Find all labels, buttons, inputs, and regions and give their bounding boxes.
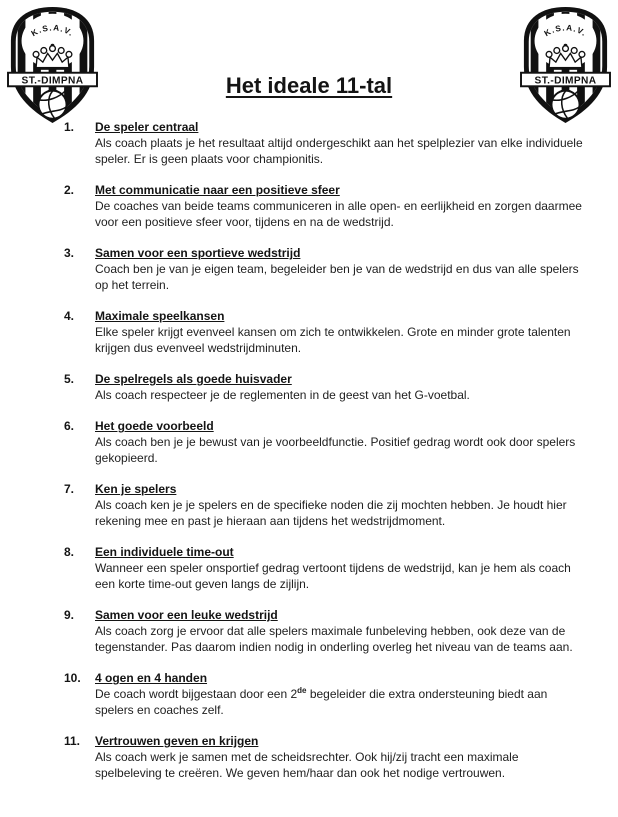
item-number: 7. — [64, 482, 75, 496]
item-content — [95, 418, 588, 466]
item-content — [95, 670, 588, 718]
item-heading: Het goede voorbeeld — [95, 419, 214, 433]
item-number: 5. — [64, 372, 75, 386]
item-body-text: De coaches van beide teams communiceren in alle open- en eerlijkheid en zorgen daarmee voor een positieve sfeer voor, tijdens en na de wedstrijd. — [95, 199, 582, 229]
item-body-text: Als coach ben je je bewust van je voorbeeldfunctie. Positief gedrag wordt ook door spelers gekopieerd. — [95, 435, 576, 465]
item-body — [95, 434, 588, 466]
item-content — [95, 371, 588, 403]
item-body-text: Elke speler krijgt evenveel kansen om zich te ontwikkelen. Grote en minder grote talenten krijgen dus evenveel wedstrijdminuten. — [95, 325, 571, 355]
item-body-text: Als coach werk je samen met de scheidsrechter. Ook hij/zij tracht een maximale spelbeleving te creëren. We geven hem/haar dan ook het nodige vertrouwen. — [95, 750, 519, 780]
page-title: Het ideale 11-tal — [225, 73, 393, 98]
item-heading: Vertrouwen geven en krijgen — [95, 734, 259, 748]
item-number: 11. — [64, 734, 81, 748]
item-body-text: Als coach respecteer je de reglementen in de geest van het G-voetbal. — [95, 388, 470, 402]
item-body — [95, 387, 588, 403]
item-body-text: Wanneer een speler onsportief gedrag vertoont tijdens de wedstrijd, kan je hem als coach een korte time-out geven langs de zijlijn. — [95, 561, 571, 591]
item-heading: Samen voor een leuke wedstrijd — [95, 608, 278, 622]
item-number: 3. — [64, 246, 75, 260]
item-number: 10. — [64, 671, 81, 685]
item-body-text: Coach ben je van je eigen team, begeleider ben je van de wedstrijd en dus van alle spelers op het terrein. — [95, 262, 579, 292]
list-item — [64, 544, 588, 592]
item-body — [95, 198, 588, 230]
item-number: 9. — [64, 608, 75, 622]
list-item — [64, 670, 588, 718]
item-body — [95, 560, 588, 592]
list-item — [64, 418, 588, 466]
item-body — [95, 497, 588, 529]
item-body-text: Als coach ken je je spelers en de specifieke noden die zij mochten hebben. Je houdt hier rekening mee en past je hieraan aan tijdens het wedstrijdmoment. — [95, 498, 567, 528]
item-content — [95, 308, 588, 356]
list-item — [64, 308, 588, 356]
item-heading: Maximale speelkansen — [95, 309, 225, 323]
item-content — [95, 182, 588, 230]
item-number: 6. — [64, 419, 75, 433]
list-item — [64, 733, 588, 781]
item-number: 1. — [64, 120, 75, 134]
item-content — [95, 119, 588, 167]
item-body-superscript: de — [297, 686, 307, 695]
item-heading: Een individuele time-out — [95, 545, 234, 559]
item-body — [95, 135, 588, 167]
item-body — [95, 324, 588, 356]
list-item — [64, 119, 588, 167]
rules-list — [64, 119, 588, 796]
item-heading: De spelregels als goede huisvader — [95, 372, 292, 386]
item-content — [95, 544, 588, 592]
item-number: 8. — [64, 545, 75, 559]
item-heading: Met communicatie naar een positieve sfeer — [95, 183, 340, 197]
list-item — [64, 607, 588, 655]
item-heading: Samen voor een sportieve wedstrijd — [95, 246, 301, 260]
club-logo-left — [4, 6, 101, 124]
item-body — [95, 749, 588, 781]
item-content — [95, 733, 588, 781]
item-body — [95, 686, 588, 718]
club-logo-right — [517, 6, 614, 124]
list-item — [64, 371, 588, 403]
list-item — [64, 481, 588, 529]
item-number: 4. — [64, 309, 75, 323]
item-heading: De speler centraal — [95, 120, 199, 134]
item-content — [95, 481, 588, 529]
item-body-after: begeleider die extra ondersteuning biedt aan spelers en coaches zelf. — [95, 687, 548, 717]
list-item — [64, 245, 588, 293]
item-body — [95, 261, 588, 293]
item-number: 2. — [64, 183, 75, 197]
item-heading: 4 ogen en 4 handen — [95, 671, 208, 685]
item-body — [95, 623, 588, 655]
item-content — [95, 245, 588, 293]
item-body-text: Als coach plaats je het resultaat altijd ondergeschikt aan het spelplezier van elke individuele speler. Er is geen plaats voor championitis. — [95, 136, 583, 166]
item-body-text: Als coach zorg je ervoor dat alle spelers maximale funbeleving hebben, ook deze van de tegenstander. Pas daarom indien nodig in onderling overleg het niveau van de teams aan. — [95, 624, 573, 654]
item-content — [95, 607, 588, 655]
list-item — [64, 182, 588, 230]
item-body-text: De coach wordt bijgestaan door een 2 — [95, 687, 298, 701]
item-heading: Ken je spelers — [95, 482, 177, 496]
